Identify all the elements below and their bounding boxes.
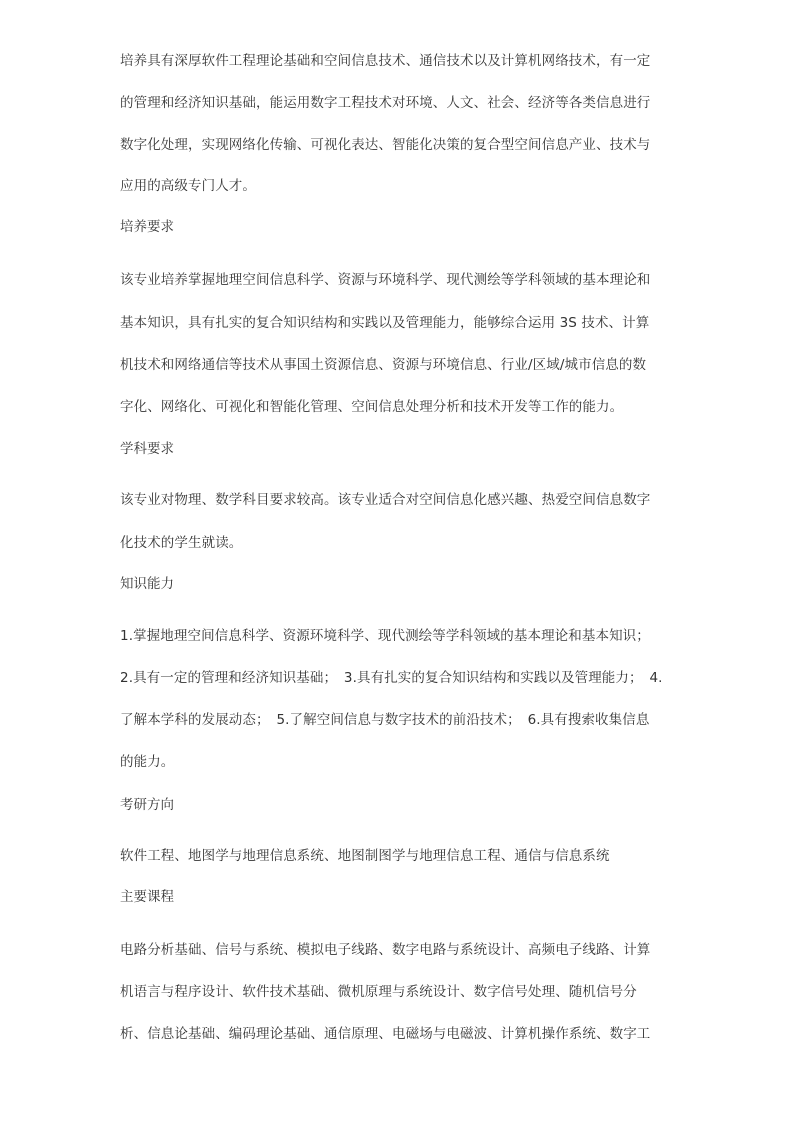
knowledge-ability-line-4: 的能力。	[120, 754, 175, 770]
main-courses-line-3: 析、信息论基础、编码理论基础、通信原理、电磁场与电磁波、计算机操作系统、数字工	[120, 1026, 651, 1042]
main-courses-heading: 主要课程	[120, 889, 174, 905]
knowledge-ability-line-3: 了解本学科的发展动态； 5.了解空间信息与数字技术的前沿技术； 6.具有搜索收集信息	[120, 712, 650, 728]
training-requirements-line-4: 字化、网络化、可视化和智能化管理、空间信息处理分析和技术开发等工作的能力。	[120, 399, 624, 415]
training-requirements-line-2: 基本知识，具有扎实的复合知识结构和实践以及管理能力，能够综合运用 3S 技术、计算	[120, 315, 650, 331]
knowledge-ability-line-1: 1.掌握地理空间信息科学、资源环境科学、现代测绘等学科领域的基本理论和基本知识；	[120, 628, 650, 644]
subject-requirements-line-2: 化技术的学生就读。	[120, 535, 243, 551]
training-requirements-heading: 培养要求	[120, 219, 174, 235]
knowledge-ability-heading: 知识能力	[120, 576, 174, 592]
intro-line-4: 应用的高级专门人才。	[120, 178, 256, 194]
intro-line-2: 的管理和经济知识基础，能运用数字工程技术对环境、人文、社会、经济等各类信息进行	[120, 95, 651, 111]
subject-requirements-heading: 学科要求	[120, 441, 174, 457]
training-requirements-line-1: 该专业培养掌握地理空间信息科学、资源与环境科学、现代测绘等学科领域的基本理论和	[120, 272, 651, 288]
intro-line-3: 数字化处理，实现网络化传输、可视化表达、智能化决策的复合型空间信息产业、技术与	[120, 137, 651, 153]
postgraduate-direction-heading: 考研方向	[120, 797, 174, 813]
postgraduate-direction-line-1: 软件工程、地图学与地理信息系统、地图制图学与地理信息工程、通信与信息系统	[120, 848, 610, 864]
subject-requirements-line-1: 该专业对物理、数学科目要求较高。该专业适合对空间信息化感兴趣、热爱空间信息数字	[120, 492, 651, 508]
training-requirements-line-3: 机技术和网络通信等技术从事国土资源信息、资源与环境信息、行业/区域/城市信息的数	[120, 357, 647, 373]
main-courses-line-2: 机语言与程序设计、软件技术基础、微机原理与系统设计、数字信号处理、随机信号分	[120, 984, 637, 1000]
main-courses-line-1: 电路分析基础、信号与系统、模拟电子线路、数字电路与系统设计、高频电子线路、计算	[120, 942, 651, 958]
knowledge-ability-line-2: 2.具有一定的管理和经济知识基础； 3.具有扎实的复合知识结构和实践以及管理能力； 4.	[120, 670, 663, 686]
intro-line-1: 培养具有深厚软件工程理论基础和空间信息技术、通信技术以及计算机网络技术，有一定	[120, 53, 651, 69]
